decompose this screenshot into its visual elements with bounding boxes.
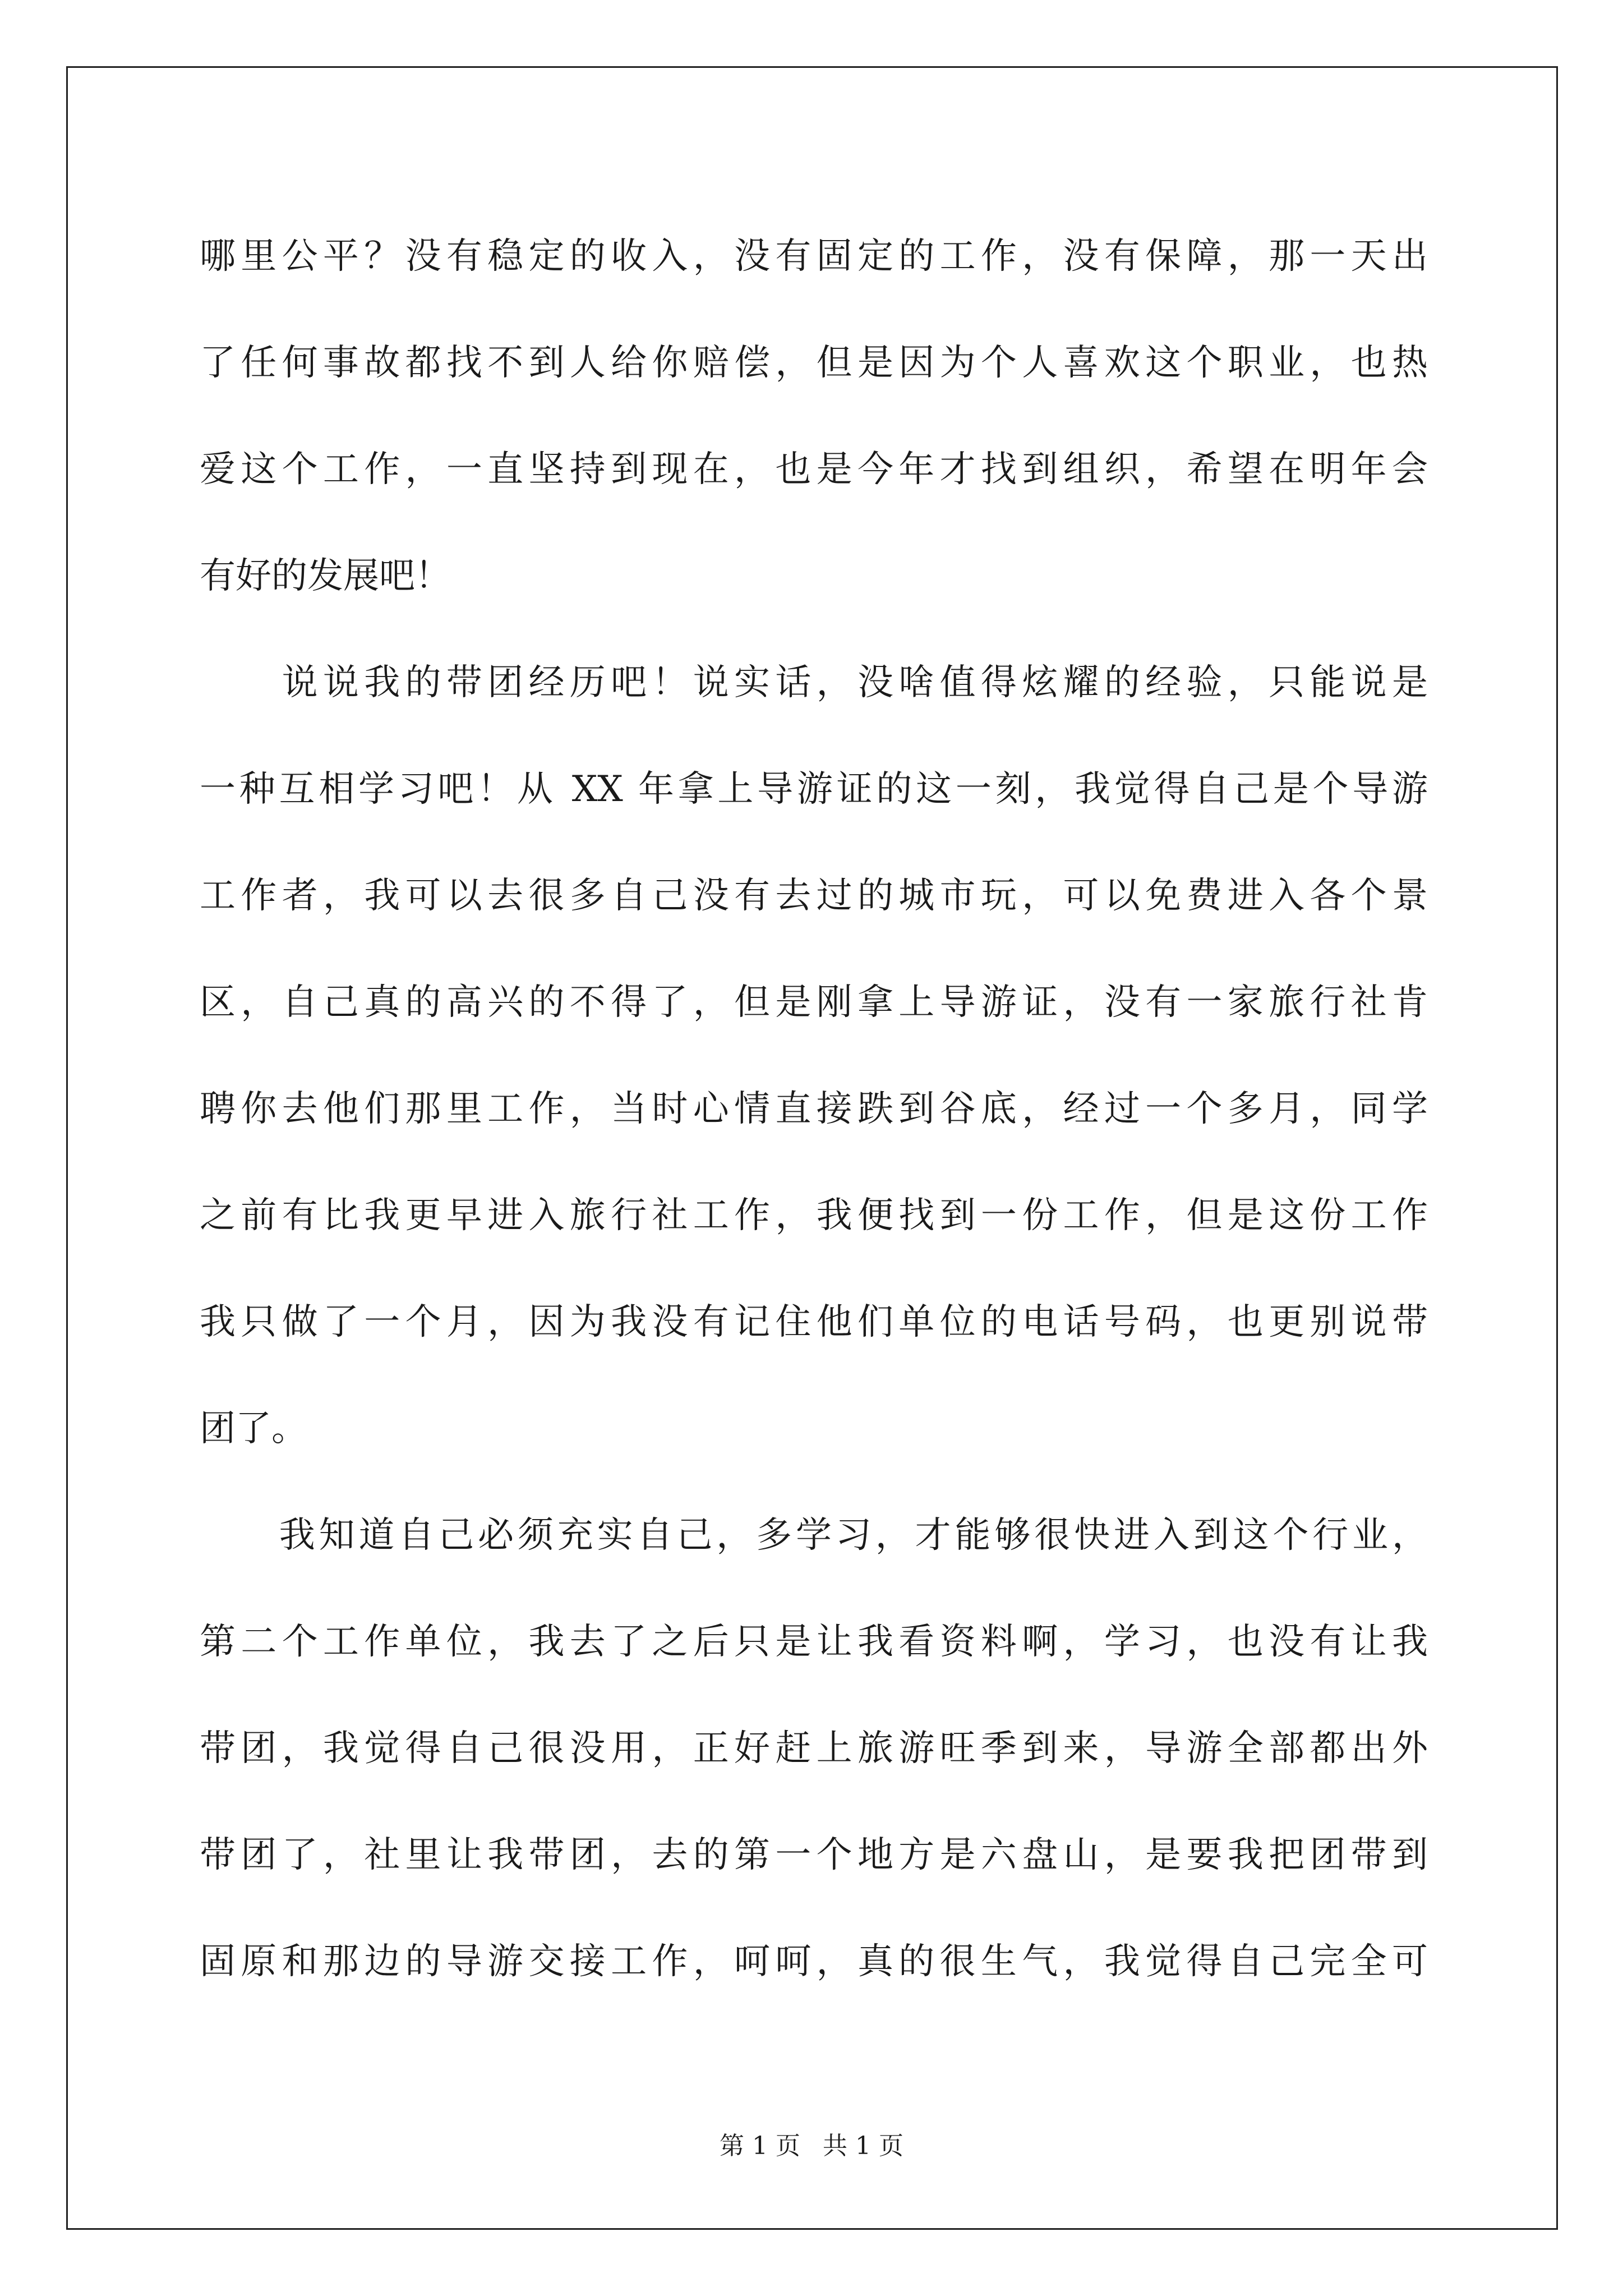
page-number: 第 1 页 <box>720 2132 800 2160</box>
text-line: 哪里公平？没有稳定的收入，没有固定的工作，没有保障，那一天出 <box>200 236 1428 277</box>
text-line: 有好的发展吧！ <box>200 555 451 597</box>
text-line: 说说我的带团经历吧！说实话，没啥值得炫耀的经验，只能说是 <box>200 662 1428 703</box>
page-total: 共 1 页 <box>823 2132 903 2160</box>
text-line: 了任何事故都找不到人给你赔偿，但是因为个人喜欢这个职业，也热 <box>200 342 1428 384</box>
text-line: 聘你去他们那里工作，当时心情直接跌到谷底，经过一个多月，同学 <box>200 1088 1428 1130</box>
page-footer <box>0 2129 1623 2163</box>
text-line: 区，自己真的高兴的不得了，但是刚拿上导游证，没有一家旅行社肯 <box>200 982 1428 1023</box>
text-line: 固原和那边的导游交接工作，呵呵，真的很生气，我觉得自己完全可 <box>200 1941 1428 1982</box>
document-body <box>200 203 1428 2015</box>
text-line: 爱这个工作，一直坚持到现在，也是今年才找到组织，希望在明年会 <box>200 449 1428 490</box>
text-line: 一种互相学习吧！从 XX 年拿上导游证的这一刻，我觉得自己是个导游 <box>200 769 1428 810</box>
text-line: 我知道自己必须充实自己，多学习，才能够很快进入到这个行业， <box>200 1515 1428 1556</box>
text-line: 我只做了一个月，因为我没有记住他们单位的电话号码，也更别说带 <box>200 1301 1428 1343</box>
text-line: 带团，我觉得自己很没用，正好赶上旅游旺季到来，导游全部都出外 <box>200 1728 1428 1769</box>
text-line: 之前有比我更早进入旅行社工作，我便找到一份工作，但是这份工作 <box>200 1195 1428 1236</box>
text-line: 带团了，社里让我带团，去的第一个地方是六盘山，是要我把团带到 <box>200 1834 1428 1876</box>
text-line: 第二个工作单位，我去了之后只是让我看资料啊，学习，也没有让我 <box>200 1621 1428 1663</box>
text-line: 团了。 <box>200 1408 307 1450</box>
text-line: 工作者，我可以去很多自己没有去过的城市玩，可以免费进入各个景 <box>200 875 1428 917</box>
